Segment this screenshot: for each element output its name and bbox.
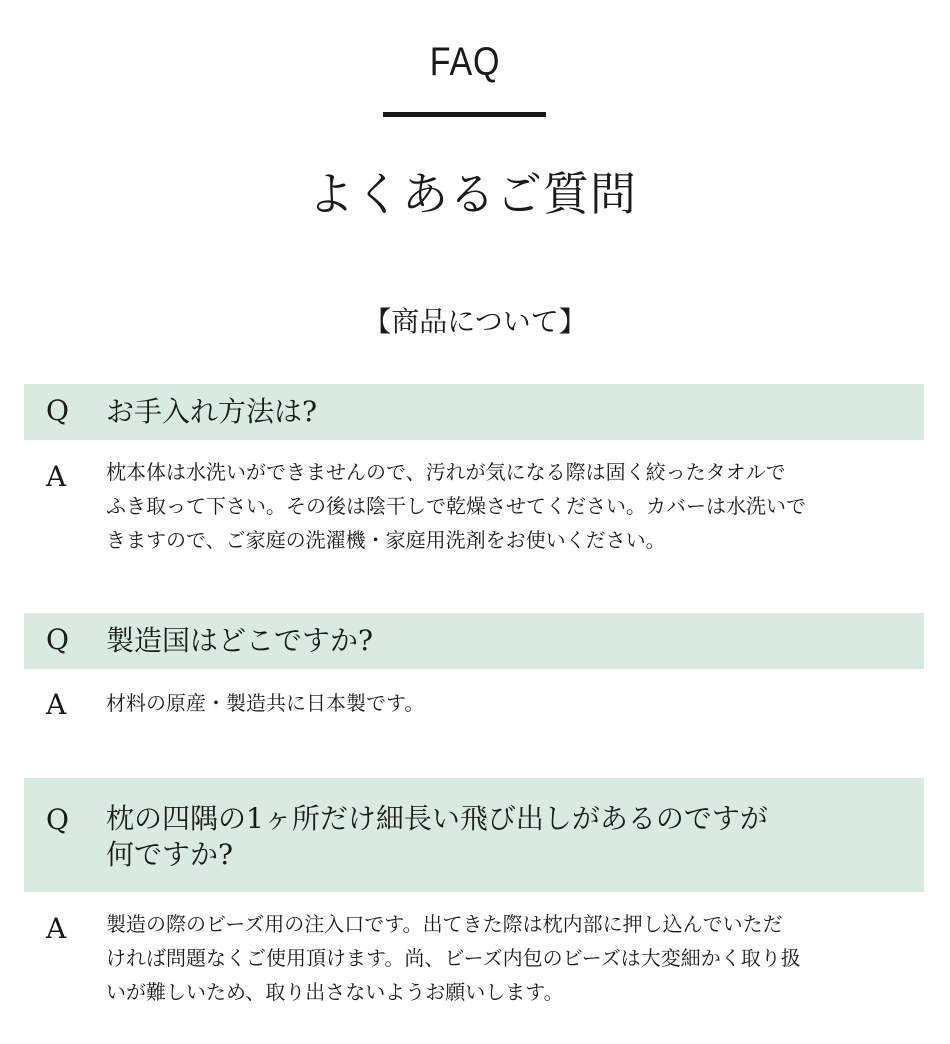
answer-line: きますので、ご家庭の洗濯機・家庭用洗剤をお使いください。 [106, 528, 666, 552]
question-mark: Q [46, 623, 69, 656]
question-mark: Q [46, 394, 69, 427]
question-line: 枕の四隅の1ヶ所だけ細長い飛び出しがあるのですが [106, 802, 768, 835]
question-text [106, 801, 768, 873]
question-text [106, 394, 317, 430]
title-divider [383, 112, 546, 117]
section-title: 【商品について】 [363, 305, 587, 338]
answer-mark: A [46, 460, 67, 493]
question-line: お手入れ方法は? [106, 395, 318, 428]
page-title: よくあるご質問 [308, 167, 637, 221]
question-mark: Q [46, 803, 69, 836]
answer-line: 材料の原産・製造共に日本製です。 [106, 691, 425, 715]
answer-text [106, 907, 906, 1009]
question-line: 製造国はどこですか? [106, 624, 374, 657]
question-text [106, 623, 373, 659]
answer-line: いが難しいため、取り出さないようお願いします。 [106, 980, 564, 1004]
answer-line: 枕本体は水洗いができませんので、汚れが気になる際は固く絞ったタオルで [106, 460, 786, 484]
answer-text [106, 686, 906, 720]
faq-label: FAQ [429, 40, 501, 84]
answer-line: ければ問題なくご使用頂けます。尚、ビーズ内包のビーズは大変細かく取り扱 [106, 946, 801, 970]
answer-mark: A [46, 912, 67, 945]
question-line: 何ですか? [106, 838, 234, 871]
answer-line: 製造の際のビーズ用の注入口です。出てきた際は枕内部に押し込んでいただ [106, 912, 783, 936]
answer-line: ふき取って下さい。その後は陰干しで乾燥させてください。カバーは水洗いで [106, 494, 806, 518]
answer-text [106, 455, 906, 557]
answer-mark: A [46, 688, 67, 721]
